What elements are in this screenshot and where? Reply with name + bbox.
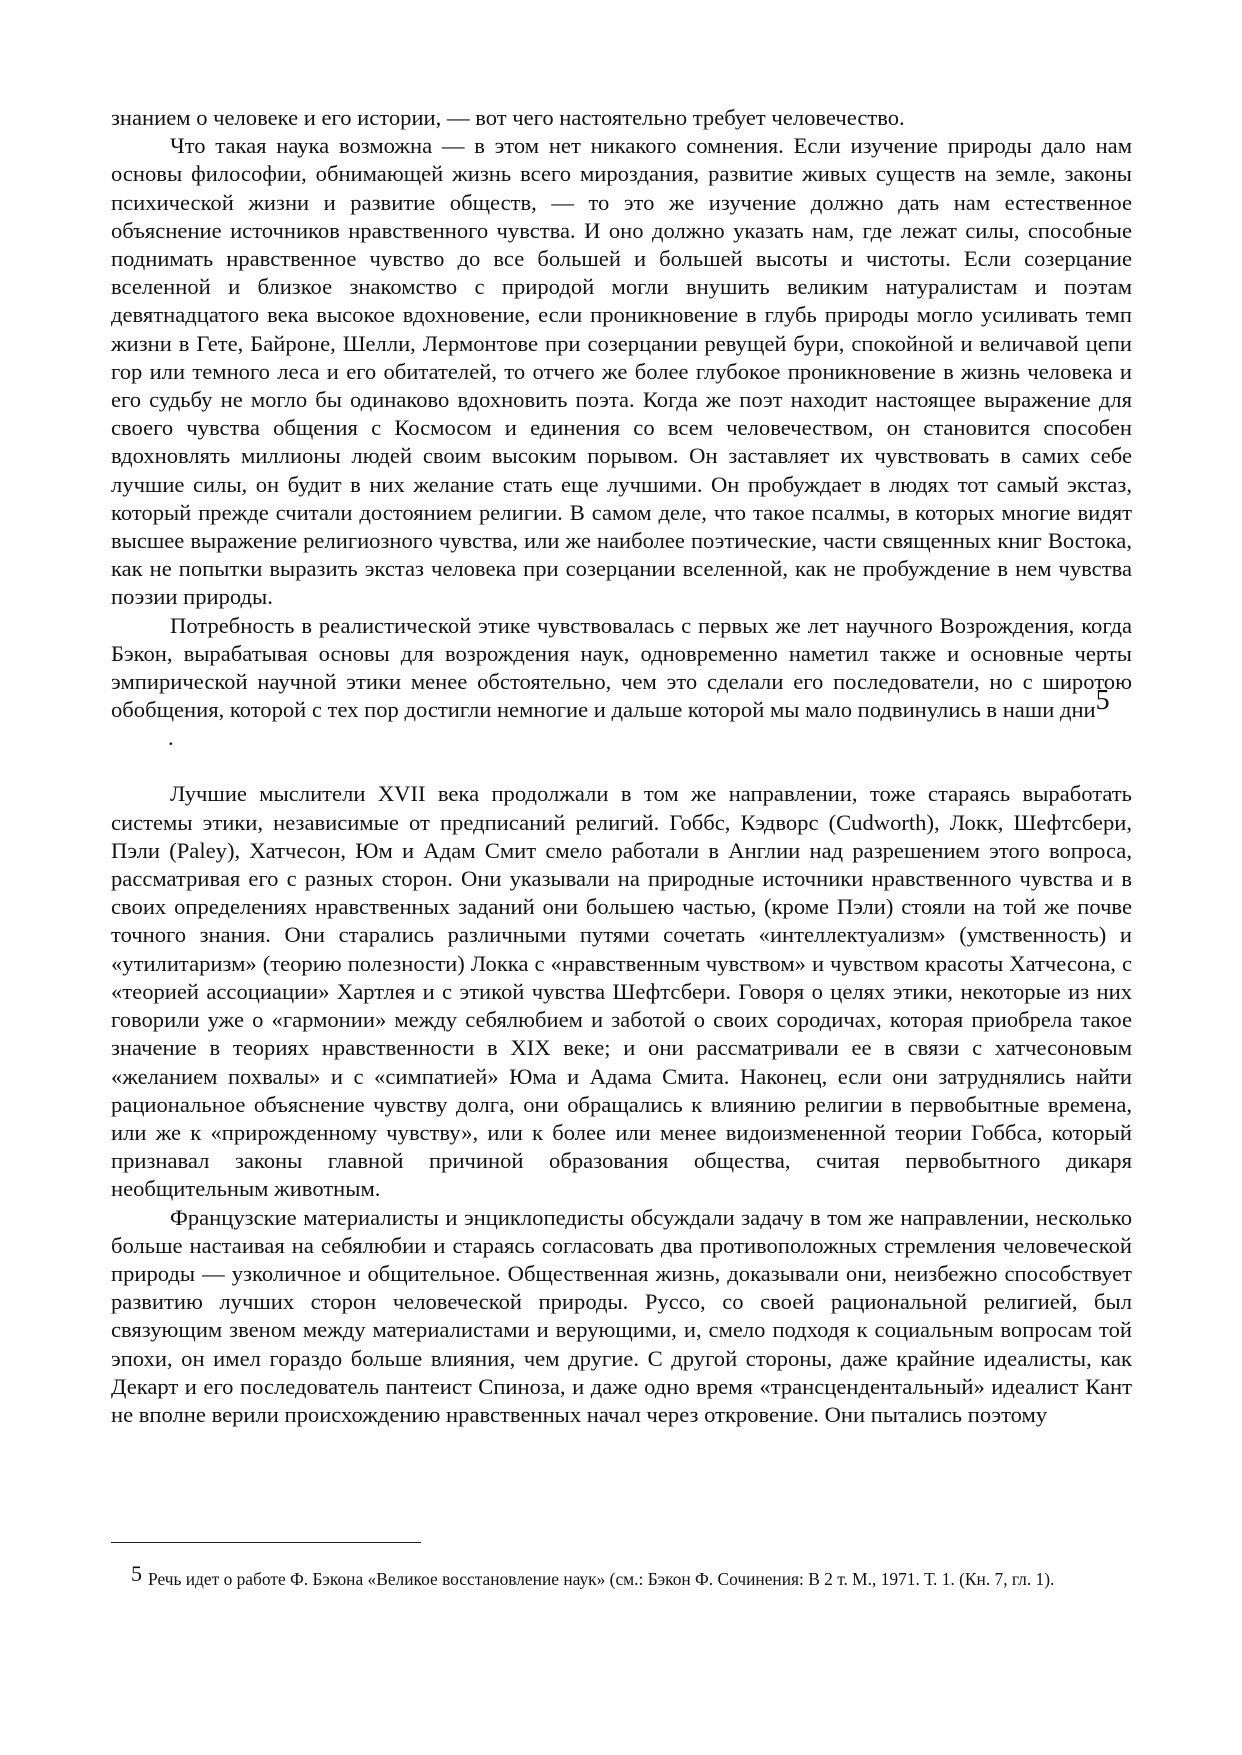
paragraph-xvii-century: Лучшие мыслители XVII века продолжали в том же направлении, тоже стараясь выработать системы этики, независимые от предписаний религий. Гоббс, Кэдворс (Cudworth), Локк, Шефтсбери, Пэли (Paley), Хатчесон, Юм и Адам Смит смело работали в Англии над разрешением этого вопроса, рассматривая его с разных сторон. Они указывали на природные источники нравственного чувства и в своих определениях нравственных заданий они большею частью, (кроме Пэли) стояли на той же почве точного знания. Они старались различными путями сочетать «интеллектуализм» (умственность) и «утилитаризм» (теорию полезности) Локка с «нравственным чувством» и чувством красоты Хатчесона, с «теорией ассоциации» Хартлея и с этикой чувства Шефтсбери. Говоря о целях этики, некоторые из них говорили уже о «гармонии» между себялюбием и заботой о своих сородичах, которая приобрела такое значение в теориях нравственности в XIX веке; и они рассматривали ее в связи с хатчесоновым «желанием похвалы» и с «симпатией» Юма и Адама Смита. Наконец, если они затруднялись найти рациональное объяснение чувству долга, они обращались к влиянию религии в первобытные времена, или же к «прирожденному чувству», или к более или менее видоизмененной теории Гоббса, который признавал законы главной причиной образования общества, считая первобытного дикаря необщительным животным. (111, 781, 1132, 1202)
footnote (111, 1561, 1171, 1592)
paragraph-realistic-ethics (111, 612, 1132, 725)
paragraph-continuation: знанием о человеке и его истории, — вот чего настоятельно требует человечество. (111, 105, 905, 130)
stray-period: . (168, 725, 174, 751)
footnote-number: 5 (131, 1561, 142, 1586)
paragraph-french-materialists: Французские материалисты и энциклопедисты обсуждали задачу в том же направлении, несколько больше настаивая на себялюбии и стараясь согласовать два противоположных стремления человеческой природы — узколичное и общительное. Общественная жизнь, доказывали они, неизбежно способствует развитию лучших сторон человеческой природы. Руссо, со своей рациональной религией, был связующим звеном между материалистами и верующими, и, смело подходя к социальным вопросам той эпохи, он имел гораздо больше влияния, чем другие. С другой стороны, даже крайние идеалисты, как Декарт и его последователь пантеист Спиноза, и даже одно время «трансцендентальный» идеалист Кант не вполне верили происхождению нравственных начал через откровение. Они пытались поэтому (111, 1204, 1132, 1427)
footnote-body (111, 1561, 1171, 1592)
footnote-text: Речь идет о работе Ф. Бэкона «Великое восстановление наук» (см.: Бэкон Ф. Сочинения: В 2 т. М., 1971. Т. 1. (Кн. 7, гл. 1). (148, 1569, 1055, 1589)
paragraph-realistic-ethics-text: Потребность в реалистической этике чувствовалась с первых же лет научного Возрождения, когда Бэкон, вырабатывая основы для возрождения наук, одновременно наметил также и основные черты эмпирической научной этики менее обстоятельно, чем это сделали его последователи, но с широтою обобщения, которой с тех пор достигли немногие и дальше которой мы мало подвинулись в наши дни (111, 612, 1132, 723)
body-text (111, 104, 1132, 1429)
paragraph-science-possible: Что такая наука возможна — в этом нет никакого сомнения. Если изучение природы дало нам основы философии, обнимающей жизнь всего мироздания, развитие живых существ на земле, законы психической жизни и развитие обществ, — то это же изучение должно дать нам естественное объяснение источников нравственного чувства. И оно должно указать нам, где лежат силы, способные поднимать нравственное чувство до все большей и большей высоты и чистоты. Если созерцание вселенной и близкое знакомство с природой могли внушить великим натуралистам и поэтам девятнадцатого века высокое вдохновение, если проникновение в глубь природы могло усиливать темп жизни в Гете, Байроне, Шелли, Лермонтове при созерцании ревущей бури, спокойной и величавой цепи гор или темного леса и его обитателей, то отчего же более глубокое проникновение в жизнь человека и его судьбу не могло бы одинаково вдохновить поэта. Когда же поэт находит настоящее выражение для своего чувства общения с Космосом и единения со всем человечеством, он становится способен вдохновлять миллионы людей своим высоким порывом. Он заставляет их чувствовать в самих себе лучшие силы, он будит в них желание стать еще лучшими. Он пробуждает в людях тот самый экстаз, который прежде считали достоянием религии. В самом деле, что такое псалмы, в которых многие видят высшее выражение религиозного чувства, или же наиболее поэтические, части священных книг Востока, как не попытки выразить экстаз человека при созерцании вселенной, как не пробуждение в нем чувства поэзии природы. (111, 133, 1132, 610)
footnote-separator (111, 1542, 421, 1543)
footnote-reference[interactable]: 5 (1095, 685, 1110, 717)
